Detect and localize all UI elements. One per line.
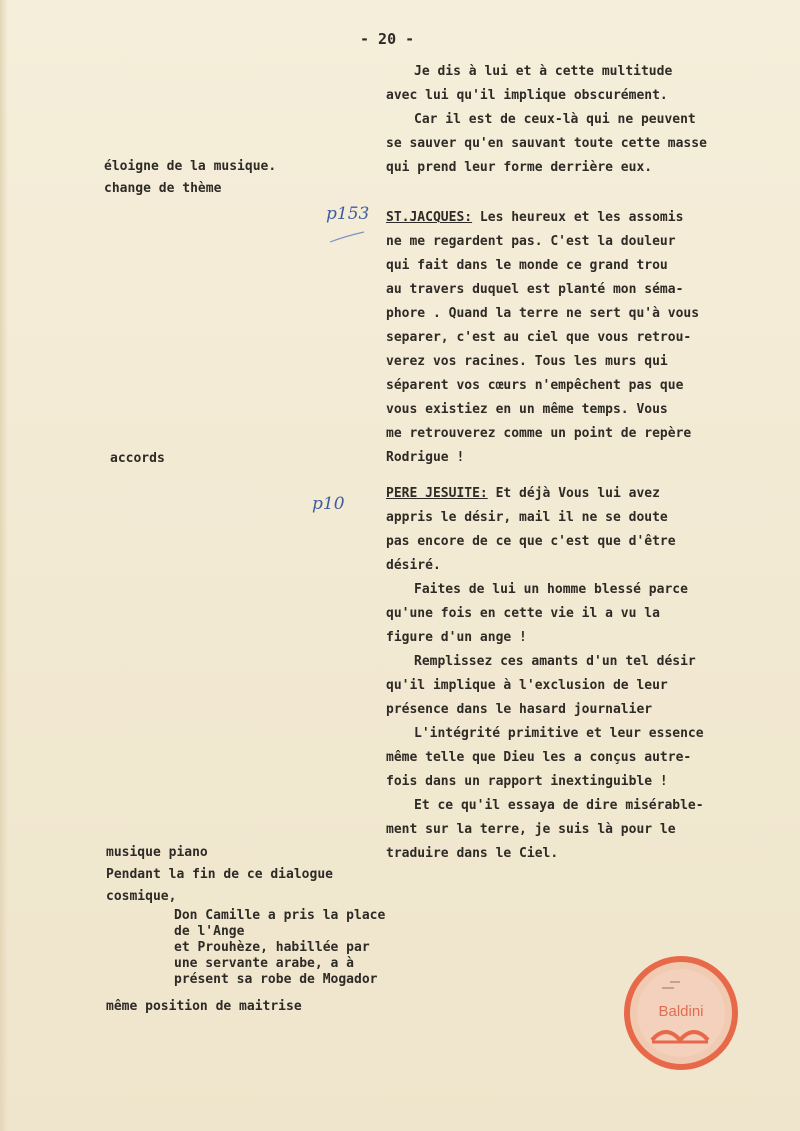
dialogue-block-st-jacques <box>386 206 766 470</box>
dialogue-line: pas encore de ce que c'est que d'être <box>386 534 676 549</box>
dialogue-line: vous existiez en un même temps. Vous <box>386 402 668 417</box>
stage-line: Pendant la fin de ce dialogue <box>106 867 333 882</box>
dialogue-line: désiré. <box>386 558 441 573</box>
page-edge-shadow <box>0 0 8 1131</box>
dialogue-line: Les heureux et les assomis <box>472 210 684 225</box>
dialogue-line: qui prend leur forme derrière eux. <box>386 160 653 175</box>
dialogue-line: présence dans le hasard journalier <box>386 702 653 717</box>
dialogue-line: ment sur la terre, je suis là pour le <box>386 822 676 837</box>
handwritten-note: p10 <box>312 494 345 514</box>
dialogue-line: Faites de lui un homme blessé parce <box>414 582 688 597</box>
handwritten-stroke <box>328 226 368 246</box>
margin-note-theme: change de thème <box>104 181 222 196</box>
dialogue-line: qu'une fois en cette vie il a vu la <box>386 606 660 621</box>
dialogue-line: fois dans un rapport inextinguible ! <box>386 774 668 789</box>
dialogue-line: Rodrigue ! <box>386 450 465 465</box>
stage-line: Don Camille a pris la place <box>174 908 386 923</box>
margin-note-accords: accords <box>110 451 165 466</box>
svg-text:Baldini: Baldini <box>658 1003 704 1020</box>
speaker-name: PERE JESUITE: <box>386 486 488 501</box>
stage-line: de l'Ange <box>174 924 245 939</box>
dialogue-line: L'intégrité primitive et leur essence <box>414 726 704 741</box>
dialogue-line: se sauver qu'en sauvant toute cette masse <box>386 136 707 151</box>
dialogue-line: au travers duquel est planté mon séma- <box>386 282 684 297</box>
dialogue-line: même telle que Dieu les a conçus autre- <box>386 750 692 765</box>
dialogue-line: Et ce qu'il essaya de dire misérable- <box>414 798 704 813</box>
dialogue-line: me retrouverez comme un point de repère <box>386 426 692 441</box>
stage-sub-block <box>106 908 385 988</box>
speaker-name: ST.JACQUES: <box>386 210 473 225</box>
dialogue-line: Et déjà Vous lui avez <box>487 486 660 501</box>
stage-line: même position de maitrise <box>106 999 302 1014</box>
dialogue-line: Je dis à lui et à cette multitude <box>414 64 673 79</box>
dialogue-line: appris le désir, mail il ne se doute <box>386 510 668 525</box>
dialogue-line: séparent vos cœurs n'empêchent pas que <box>386 378 684 393</box>
page-number: - 20 - <box>360 30 415 48</box>
stage-line: présent sa robe de Mogador <box>174 972 378 987</box>
stage-line: une servante arabe, a à <box>174 956 355 971</box>
dialogue-line: separer, c'est au ciel que vous retrou- <box>386 330 692 345</box>
dialogue-line: traduire dans le Ciel. <box>386 846 559 861</box>
stage-direction <box>106 842 385 1018</box>
handwritten-note: p153 <box>326 204 370 224</box>
dialogue-line: ne me regardent pas. C'est la douleur <box>386 234 676 249</box>
library-stamp-logo <box>622 954 740 1072</box>
stage-line: musique piano <box>106 845 208 860</box>
dialogue-line: verez vos racines. Tous les murs qui <box>386 354 668 369</box>
dialogue-line: qui fait dans le monde ce grand trou <box>386 258 668 273</box>
dialogue-line: phore . Quand la terre ne sert qu'à vous <box>386 306 700 321</box>
dialogue-line: figure d'un ange ! <box>386 630 527 645</box>
stage-line: cosmique, <box>106 889 177 904</box>
margin-note-eloigne: éloigne de la musique. <box>104 159 277 174</box>
dialogue-block-pere-jesuite <box>386 482 766 866</box>
dialogue-block-1 <box>386 60 766 180</box>
dialogue-line: Car il est de ceux-là qui ne peuvent <box>414 112 696 127</box>
stage-line: et Prouhèze, habillée par <box>174 940 370 955</box>
dialogue-line: avec lui qu'il implique obscurément. <box>386 88 668 103</box>
dialogue-line: Remplissez ces amants d'un tel désir <box>414 654 696 669</box>
dialogue-line: qu'il implique à l'exclusion de leur <box>386 678 668 693</box>
